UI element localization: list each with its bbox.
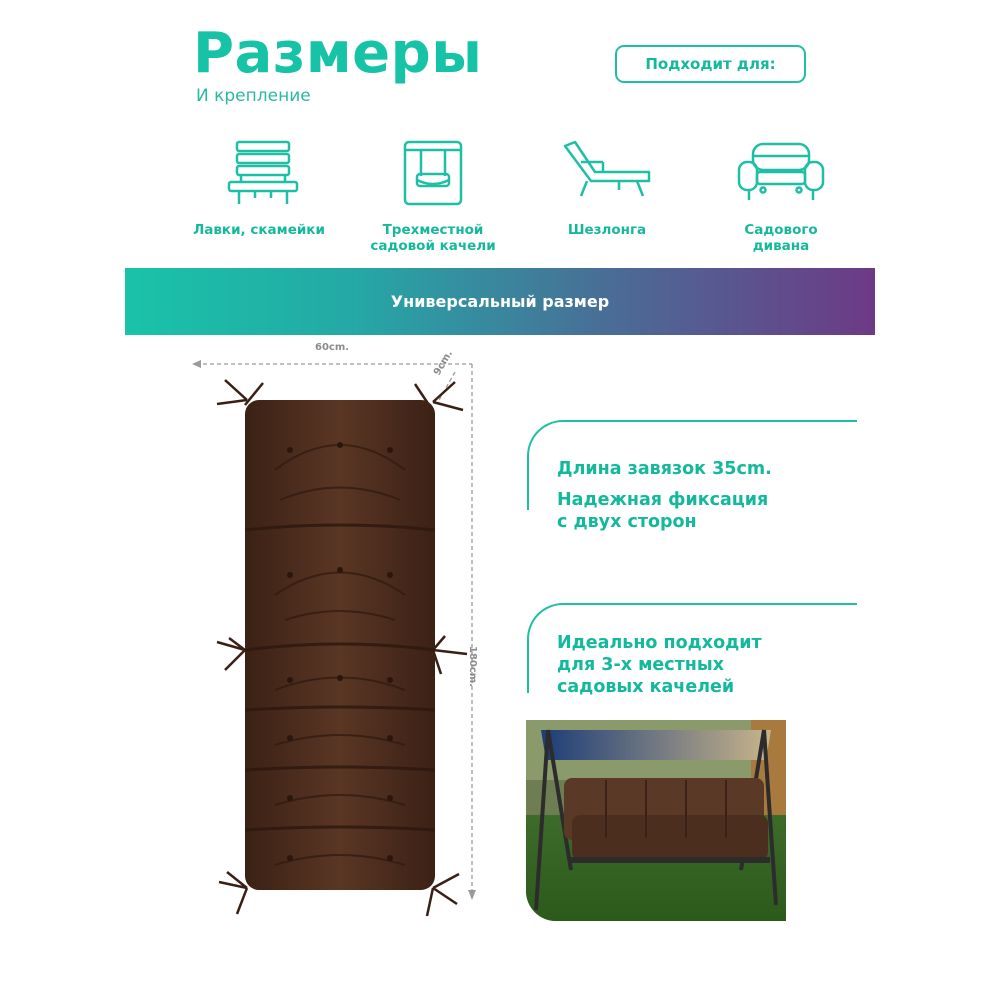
ideal-for-text: Идеально подходит для 3-х местных садовых качелей xyxy=(557,633,762,697)
use-label-swing: Трехместной садовой качели xyxy=(370,222,496,254)
page-subtitle: И крепление xyxy=(196,86,311,106)
fits-for-badge: Подходит для: xyxy=(615,45,806,83)
use-label-sunlounger: Шезлонга xyxy=(567,222,647,238)
use-label-garden-sofa: Садового дивана xyxy=(744,222,818,254)
depth-dimension-label: 9cm. xyxy=(432,348,456,378)
fixation-text: Надежная фиксация с двух сторон xyxy=(557,490,769,532)
swing-photo xyxy=(526,720,786,921)
page-title: Размеры xyxy=(193,21,483,86)
use-label-bench: Лавки, скамейки xyxy=(193,222,325,238)
width-dimension-label: 60cm. xyxy=(315,342,350,353)
banner-label: Универсальный размер xyxy=(390,292,610,311)
ties-length-text: Длина завязок 35cm. xyxy=(557,459,772,479)
height-dimension-label: 180cm. xyxy=(467,646,478,688)
cushion-image xyxy=(185,350,485,950)
